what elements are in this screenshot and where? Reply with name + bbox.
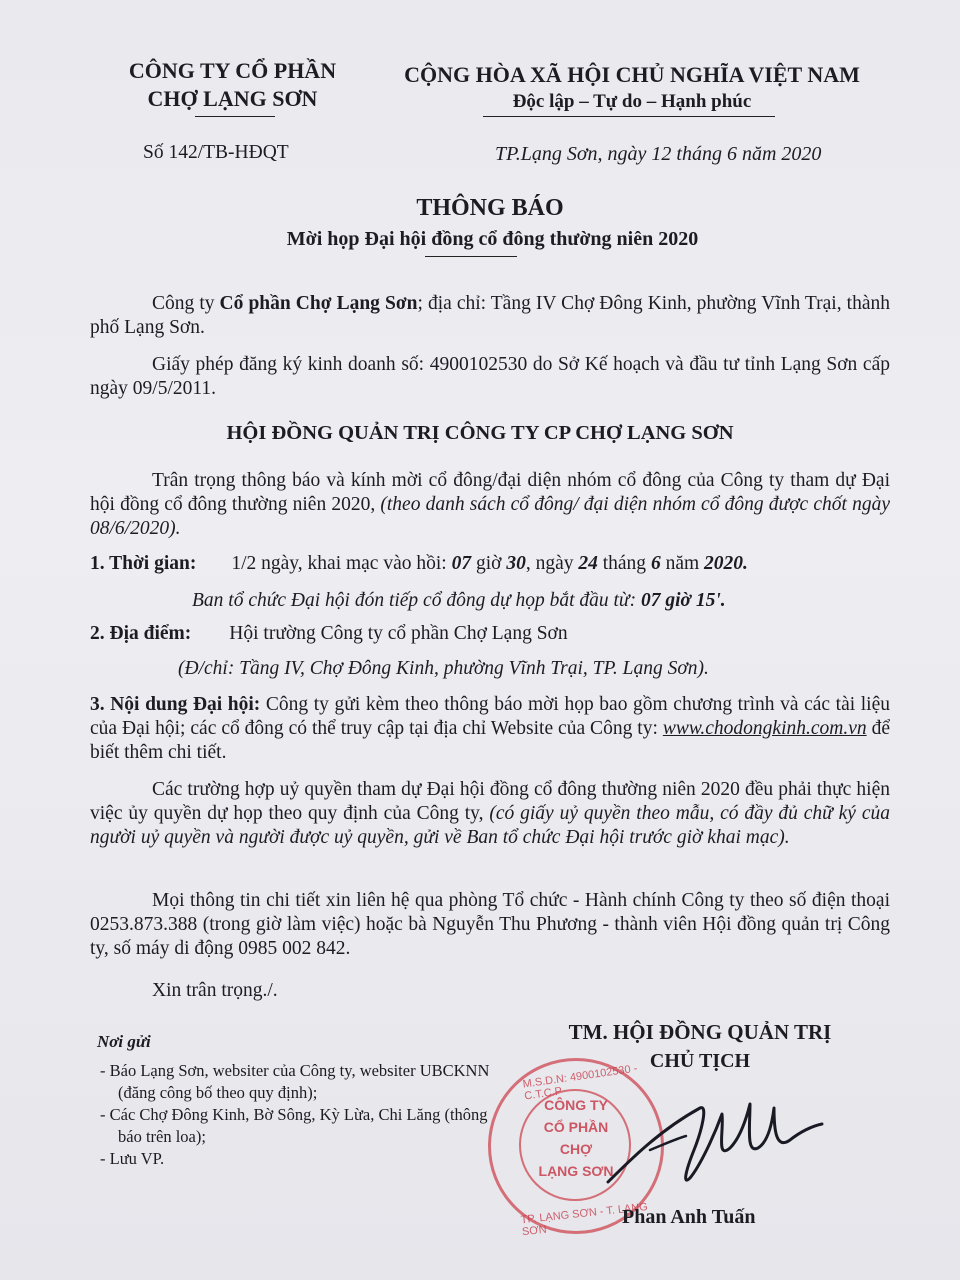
recipient-item: - Báo Lạng Sơn, websiter của Công ty, websiter UBCKNN (đăng công bố theo quy định); <box>100 1061 490 1102</box>
reception-time-line: Ban tổ chức Đại hội đón tiếp cổ đông dự họp bắt đầu từ: 07 giờ 15'. <box>192 590 726 611</box>
recipient-item: - Các Chợ Đông Kinh, Bờ Sông, Kỳ Lừa, Chi Lăng (thông báo trên loa); <box>100 1105 488 1146</box>
signature-role: CHỦ TỊCH <box>649 1050 751 1072</box>
seal-text: CHỢ <box>559 1141 593 1157</box>
seal-text: CỔ PHẦN <box>543 1119 609 1135</box>
recipients-list <box>100 1060 492 1170</box>
venue-address: (Đ/chỉ: Tầng IV, Chợ Đông Kinh, phường Vĩnh Trại, TP. Lạng Sơn). <box>178 658 709 679</box>
business-license-paragraph: Giấy phép đăng ký kinh doanh số: 4900102530 do Sở Kế hoạch và đầu tư tỉnh Lạng Sơn cấp ngày 09/5/2011. <box>90 354 890 399</box>
venue-line: 2. Địa điểm: Hội trường Công ty cổ phần Chợ Lạng Sơn <box>90 623 568 644</box>
motto-underline <box>483 116 775 117</box>
subtitle-underline <box>425 256 517 257</box>
closing-line: Xin trân trọng./. <box>152 980 278 1001</box>
signature-for-line: TM. HỘI ĐỒNG QUẢN TRỊ <box>568 1020 832 1044</box>
document-number: Số 142/TB-HĐQT <box>143 142 289 163</box>
recipient-item: - Lưu VP. <box>100 1149 165 1168</box>
invitation-paragraph: Trân trọng thông báo và kính mời cổ đông/đại diện nhóm cổ đông của Công ty tham dự Đại hội đồng cổ đông thường niên 2020, (theo danh sách cổ đông/ đại diện nhóm cổ đông được chốt ngày 08/6/2020). <box>90 470 890 539</box>
country-name: CỘNG HÒA XÃ HỘI CHỦ NGHĨA VIỆT NAM <box>404 62 860 87</box>
motto: Độc lập – Tự do – Hạnh phúc <box>512 91 752 112</box>
place-date: TP.Lạng Sơn, ngày 12 tháng 6 năm 2020 <box>495 143 822 165</box>
company-underline <box>195 116 275 117</box>
seal-ring-bottom: TP. LẠNG SƠN - T. LẠNG SƠN <box>520 1201 649 1239</box>
handwritten-signature <box>590 1090 830 1200</box>
seal-ring-top: M.S.D.N: 4900102530 - C.T.C.P <box>522 1062 639 1103</box>
proxy-paragraph: Các trường hợp uỷ quyền tham dự Đại hội đồng cổ đông thường niên 2020 đều phải thực hiện việc ủy quyền dự họp theo quy định của Công ty, (có giấy uỷ quyền theo mẫu, có đầy đủ chữ ký của người uỷ quyền và người được uỷ quyền, gửi về Ban tổ chức Đại hội trước giờ khai mạc). <box>90 779 890 848</box>
recipients-label: Nơi gửi <box>97 1032 151 1051</box>
website-link[interactable]: www.chodongkinh.com.vn <box>662 718 867 739</box>
document-subtitle: Mời họp Đại hội đồng cổ đông thường niên 2020 <box>286 228 699 250</box>
company-name-line1: CÔNG TY CỔ PHẦN <box>128 58 337 83</box>
board-heading: HỘI ĐỒNG QUẢN TRỊ CÔNG TY CP CHỢ LẠNG SƠN <box>226 422 734 444</box>
document-title: THÔNG BÁO <box>416 195 564 221</box>
seal-text: LẠNG SƠN <box>538 1163 614 1179</box>
company-address-paragraph: Công ty Cổ phần Chợ Lạng Sơn; địa chỉ: Tầng IV Chợ Đông Kinh, phường Vĩnh Trại, thành phố Lạng Sơn. <box>90 293 890 338</box>
meeting-time-line: 1. Thời gian: 1/2 ngày, khai mạc vào hồi: 07 giờ 30, ngày 24 tháng 6 năm 2020. <box>90 553 748 574</box>
contact-paragraph: Mọi thông tin chi tiết xin liên hệ qua phòng Tổ chức - Hành chính Công ty theo số điện thoại 0253.873.388 (trong giờ làm việc) hoặc bà Nguyễn Thu Phương - thành viên Hội đồng quản trị Công ty, số máy di động 0985 002 842. <box>90 890 890 959</box>
agenda-paragraph: 3. Nội dung Đại hội: Công ty gửi kèm theo thông báo mời họp bao gồm chương trình và các tài liệu của Đại hội; các cổ đông có thể truy cập tại địa chỉ Website của Công ty: www.chodongkinh.com.vn để biết thêm chi tiết. <box>90 694 890 763</box>
seal-text: CÔNG TY <box>544 1097 608 1113</box>
company-name-line2: CHỢ LẠNG SƠN <box>147 86 318 111</box>
signer-name: Phan Anh Tuấn <box>622 1206 756 1228</box>
